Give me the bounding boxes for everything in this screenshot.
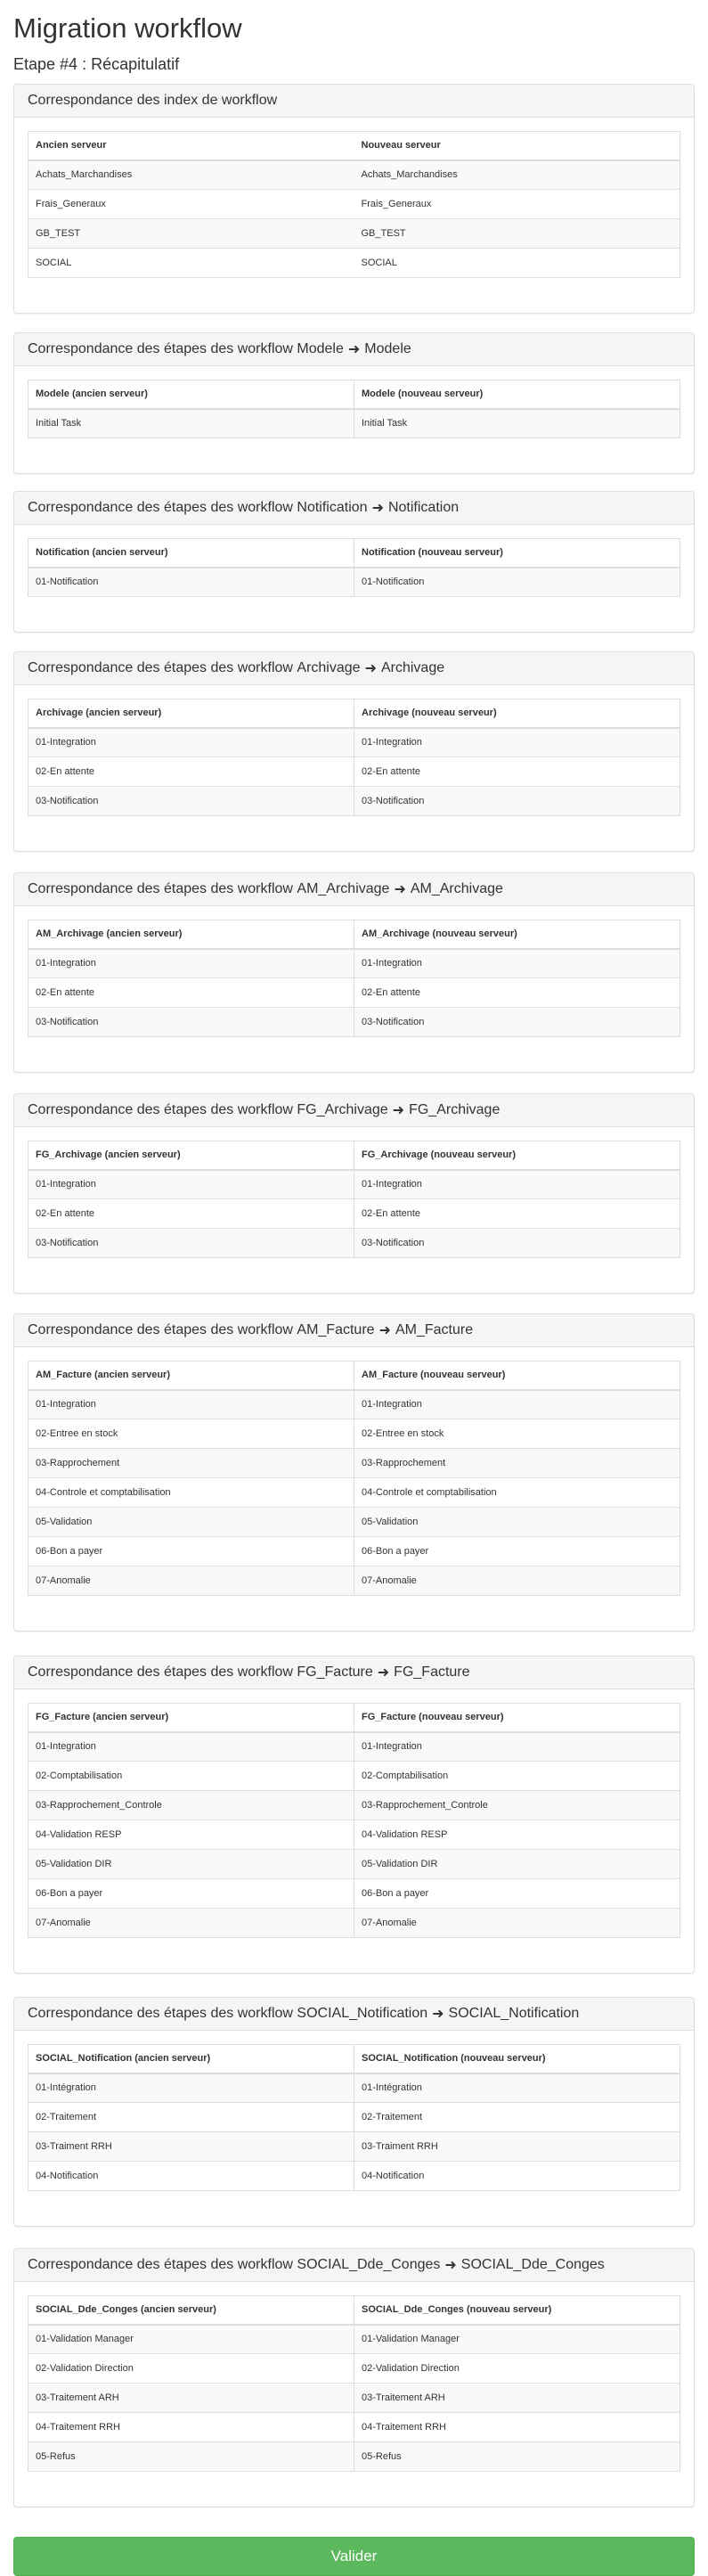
mapping-table (28, 380, 680, 438)
new-server-cell: 01-Validation Manager (354, 2325, 680, 2354)
table-row (28, 2162, 680, 2191)
table-row (28, 160, 680, 190)
panel-heading (14, 873, 694, 906)
old-server-cell: 03-Traitement ARH (28, 2384, 354, 2413)
new-server-cell: Frais_Generaux (354, 190, 680, 219)
panel-body (14, 118, 694, 278)
table-row (28, 1566, 680, 1596)
mapping-table (28, 131, 680, 278)
old-server-cell: SOCIAL (28, 249, 354, 278)
table-row (28, 1909, 680, 1938)
table-row (28, 1791, 680, 1820)
old-server-cell: GB_TEST (28, 219, 354, 249)
column-header-new: FG_Facture (nouveau serveur) (354, 1704, 680, 1732)
mapping-table (28, 920, 680, 1037)
old-server-cell: 03-Rapprochement_Controle (28, 1791, 354, 1820)
column-header-old: Modele (ancien serveur) (28, 380, 354, 409)
old-server-cell: 02-Validation Direction (28, 2354, 354, 2384)
panel-heading (14, 2249, 694, 2282)
column-header-old: AM_Archivage (ancien serveur) (28, 920, 354, 949)
table-row (28, 1762, 680, 1791)
column-header-old: Notification (ancien serveur) (28, 539, 354, 568)
table-header-row (28, 2045, 680, 2073)
new-server-cell: 04-Controle et comptabilisation (354, 1478, 680, 1508)
panel-heading-to: AM_Archivage (410, 881, 503, 896)
table-row (28, 2442, 680, 2472)
old-server-cell: 02-En attente (28, 978, 354, 1008)
old-server-cell: 04-Notification (28, 2162, 354, 2191)
new-server-cell: 02-En attente (354, 757, 680, 787)
new-server-cell: 02-Validation Direction (354, 2354, 680, 2384)
new-server-cell: 05-Validation (354, 1508, 680, 1537)
old-server-cell: 04-Validation RESP (28, 1820, 354, 1850)
table-row (28, 1732, 680, 1762)
new-server-cell: 03-Traitement ARH (354, 2384, 680, 2413)
table-header-row (28, 699, 680, 728)
new-server-cell: 07-Anomalie (354, 1566, 680, 1596)
table-row (28, 1537, 680, 1566)
mapping-panel (13, 491, 695, 633)
column-header-new: SOCIAL_Dde_Conges (nouveau serveur) (354, 2296, 680, 2325)
table-row (28, 1229, 680, 1258)
panel-heading (14, 492, 694, 525)
mapping-panel (13, 872, 695, 1073)
column-header-new: FG_Archivage (nouveau serveur) (354, 1141, 680, 1170)
table-header-row (28, 539, 680, 568)
new-server-cell: 01-Integration (354, 949, 680, 978)
table-row (28, 757, 680, 787)
panel-heading-text: Correspondance des étapes des workflow (28, 1102, 293, 1117)
table-row (28, 1508, 680, 1537)
old-server-cell: 02-Entree en stock (28, 1419, 354, 1449)
panel-heading-to: FG_Archivage (409, 1102, 500, 1117)
new-server-cell: 02-En attente (354, 1199, 680, 1229)
panel-heading-from: FG_Archivage (297, 1102, 388, 1117)
table-row (28, 978, 680, 1008)
table-row (28, 949, 680, 978)
panel-body (14, 366, 694, 438)
old-server-cell: 02-En attente (28, 757, 354, 787)
panel-body (14, 2282, 694, 2472)
mapping-panel (13, 2248, 695, 2507)
new-server-cell: 03-Notification (354, 1229, 680, 1258)
new-server-cell: Achats_Marchandises (354, 160, 680, 190)
panel-heading-text: Correspondance des étapes des workflow (28, 881, 293, 896)
arrow-right-icon: ➜ (394, 882, 406, 897)
new-server-cell: 01-Integration (354, 1732, 680, 1762)
old-server-cell: 05-Validation (28, 1508, 354, 1537)
panel-heading-from: SOCIAL_Dde_Conges (297, 2257, 441, 2272)
page-subtitle: Etape #4 : Récapitulatif (13, 55, 180, 73)
panel-heading-from: Notification (297, 500, 368, 515)
mapping-panel (13, 1997, 695, 2227)
column-header-new: Notification (nouveau serveur) (354, 539, 680, 568)
column-header-old: SOCIAL_Notification (ancien serveur) (28, 2045, 354, 2073)
table-row (28, 1170, 680, 1199)
table-row (28, 1879, 680, 1909)
old-server-cell: 01-Notification (28, 568, 354, 597)
column-header-new: Nouveau serveur (354, 132, 680, 160)
table-row (28, 1419, 680, 1449)
mapping-panel (13, 1093, 695, 1294)
new-server-cell: SOCIAL (354, 249, 680, 278)
new-server-cell: 03-Rapprochement_Controle (354, 1791, 680, 1820)
column-header-old: Ancien serveur (28, 132, 354, 160)
panel-heading-from: FG_Facture (297, 1664, 373, 1680)
table-row (28, 1449, 680, 1478)
old-server-cell: 05-Refus (28, 2442, 354, 2472)
panel-heading-from: AM_Facture (297, 1322, 375, 1337)
new-server-cell: 01-Integration (354, 1390, 680, 1419)
panel-heading-text: Correspondance des étapes des workflow (28, 2257, 293, 2272)
panel-body (14, 1689, 694, 1938)
table-row (28, 2354, 680, 2384)
old-server-cell: Frais_Generaux (28, 190, 354, 219)
table-header-row (28, 2296, 680, 2325)
table-row (28, 2413, 680, 2442)
new-server-cell: 02-En attente (354, 978, 680, 1008)
new-server-cell: 04-Traitement RRH (354, 2413, 680, 2442)
old-server-cell: 01-Integration (28, 949, 354, 978)
panel-heading-from: AM_Archivage (297, 881, 390, 896)
new-server-cell: 04-Notification (354, 2162, 680, 2191)
column-header-new: SOCIAL_Notification (nouveau serveur) (354, 2045, 680, 2073)
table-row (28, 1478, 680, 1508)
column-header-old: Archivage (ancien serveur) (28, 699, 354, 728)
old-server-cell: 01-Intégration (28, 2073, 354, 2103)
arrow-right-icon: ➜ (444, 2258, 457, 2273)
old-server-cell: 03-Traiment RRH (28, 2132, 354, 2162)
panel-heading-text: Correspondance des index de workflow (28, 93, 278, 108)
table-header-row (28, 132, 680, 160)
panel-heading-text: Correspondance des étapes des workflow (28, 500, 293, 515)
panel-heading (14, 1094, 694, 1127)
table-row (28, 1820, 680, 1850)
panel-body (14, 906, 694, 1037)
arrow-right-icon: ➜ (377, 1665, 390, 1681)
panel-heading-text: Correspondance des étapes des workflow (28, 1664, 293, 1680)
old-server-cell: 02-Comptabilisation (28, 1762, 354, 1791)
mapping-table (28, 2295, 680, 2472)
mapping-table (28, 1361, 680, 1596)
new-server-cell: GB_TEST (354, 219, 680, 249)
table-row (28, 2073, 680, 2103)
old-server-cell: 05-Validation DIR (28, 1850, 354, 1879)
old-server-cell: 04-Traitement RRH (28, 2413, 354, 2442)
panel-heading (14, 1314, 694, 1347)
old-server-cell: 01-Integration (28, 1732, 354, 1762)
new-server-cell: 02-Comptabilisation (354, 1762, 680, 1791)
panel-heading-from: Archivage (297, 660, 361, 675)
column-header-old: FG_Facture (ancien serveur) (28, 1704, 354, 1732)
table-row (28, 1008, 680, 1037)
column-header-old: AM_Facture (ancien serveur) (28, 1362, 354, 1390)
panel-heading-text: Correspondance des étapes des workflow (28, 1322, 293, 1337)
table-row (28, 2384, 680, 2413)
table-row (28, 787, 680, 816)
column-header-new: Archivage (nouveau serveur) (354, 699, 680, 728)
table-row (28, 190, 680, 219)
column-header-new: Modele (nouveau serveur) (354, 380, 680, 409)
old-server-cell: 03-Notification (28, 1008, 354, 1037)
old-server-cell: 03-Rapprochement (28, 1449, 354, 1478)
mapping-panel (13, 1313, 695, 1631)
new-server-cell: 01-Intégration (354, 2073, 680, 2103)
mapping-panel (13, 332, 695, 474)
panel-heading-from: SOCIAL_Notification (297, 2006, 428, 2021)
old-server-cell: 07-Anomalie (28, 1909, 354, 1938)
panel-heading-text: Correspondance des étapes des workflow (28, 2006, 293, 2021)
new-server-cell: Initial Task (354, 409, 680, 438)
panel-body (14, 2031, 694, 2191)
column-header-old: SOCIAL_Dde_Conges (ancien serveur) (28, 2296, 354, 2325)
panel-heading (14, 333, 694, 366)
new-server-cell: 03-Rapprochement (354, 1449, 680, 1478)
old-server-cell: 03-Notification (28, 787, 354, 816)
panel-body (14, 1127, 694, 1258)
panel-heading-to: SOCIAL_Dde_Conges (460, 2257, 605, 2272)
panel-heading-to: SOCIAL_Notification (448, 2006, 580, 2021)
table-header-row (28, 1704, 680, 1732)
new-server-cell: 06-Bon a payer (354, 1537, 680, 1566)
table-header-row (28, 380, 680, 409)
arrow-right-icon: ➜ (432, 2007, 444, 2022)
new-server-cell: 05-Validation DIR (354, 1850, 680, 1879)
table-row (28, 1199, 680, 1229)
arrow-right-icon: ➜ (364, 661, 377, 676)
old-server-cell: 01-Integration (28, 1390, 354, 1419)
old-server-cell: 01-Validation Manager (28, 2325, 354, 2354)
panel-heading-to: Archivage (380, 660, 445, 675)
arrow-right-icon: ➜ (378, 1323, 391, 1338)
column-header-new: AM_Facture (nouveau serveur) (354, 1362, 680, 1390)
table-row (28, 568, 680, 597)
old-server-cell: 02-Traitement (28, 2103, 354, 2132)
page-title: Migration workflow (13, 12, 242, 44)
panel-heading-text: Correspondance des étapes des workflow (28, 341, 293, 356)
table-row (28, 2132, 680, 2162)
mapping-table (28, 1703, 680, 1938)
old-server-cell: 02-En attente (28, 1199, 354, 1229)
table-row (28, 1850, 680, 1879)
new-server-cell: 02-Entree en stock (354, 1419, 680, 1449)
old-server-cell: 06-Bon a payer (28, 1879, 354, 1909)
old-server-cell: Initial Task (28, 409, 354, 438)
column-header-old: FG_Archivage (ancien serveur) (28, 1141, 354, 1170)
old-server-cell: 07-Anomalie (28, 1566, 354, 1596)
arrow-right-icon: ➜ (371, 501, 384, 516)
mapping-panel (13, 1656, 695, 1974)
old-server-cell: 03-Notification (28, 1229, 354, 1258)
table-row (28, 2325, 680, 2354)
new-server-cell: 03-Notification (354, 787, 680, 816)
table-row (28, 409, 680, 438)
new-server-cell: 07-Anomalie (354, 1909, 680, 1938)
panel-heading (14, 652, 694, 685)
table-row (28, 249, 680, 278)
new-server-cell: 01-Integration (354, 728, 680, 757)
new-server-cell: 01-Integration (354, 1170, 680, 1199)
mapping-table (28, 699, 680, 816)
new-server-cell: 05-Refus (354, 2442, 680, 2472)
panel-heading-to: AM_Facture (395, 1322, 474, 1337)
panel-heading-from: Modele (297, 341, 344, 356)
panel-body (14, 525, 694, 597)
mapping-table (28, 2044, 680, 2191)
old-server-cell: 06-Bon a payer (28, 1537, 354, 1566)
table-row (28, 2103, 680, 2132)
table-header-row (28, 1141, 680, 1170)
panel-heading (14, 85, 694, 118)
new-server-cell: 03-Traiment RRH (354, 2132, 680, 2162)
new-server-cell: 04-Validation RESP (354, 1820, 680, 1850)
new-server-cell: 02-Traitement (354, 2103, 680, 2132)
table-row (28, 1390, 680, 1419)
panel-heading-to: Modele (364, 341, 411, 356)
column-header-new: AM_Archivage (nouveau serveur) (354, 920, 680, 949)
panel-heading-to: FG_Facture (394, 1664, 470, 1680)
old-server-cell: 01-Integration (28, 728, 354, 757)
panel-heading (14, 1998, 694, 2031)
mapping-table (28, 1141, 680, 1258)
table-row (28, 219, 680, 249)
mapping-table (28, 538, 680, 597)
validate-button[interactable]: Valider (13, 2537, 695, 2576)
new-server-cell: 03-Notification (354, 1008, 680, 1037)
mapping-panel (13, 84, 695, 314)
table-row (28, 728, 680, 757)
arrow-right-icon: ➜ (392, 1103, 405, 1118)
panel-body (14, 685, 694, 816)
panel-heading-to: Notification (387, 500, 460, 515)
new-server-cell: 01-Notification (354, 568, 680, 597)
arrow-right-icon: ➜ (347, 342, 361, 357)
old-server-cell: Achats_Marchandises (28, 160, 354, 190)
panel-body (14, 1347, 694, 1596)
mapping-panel (13, 651, 695, 852)
old-server-cell: 04-Controle et comptabilisation (28, 1478, 354, 1508)
new-server-cell: 06-Bon a payer (354, 1879, 680, 1909)
panel-heading-text: Correspondance des étapes des workflow (28, 660, 293, 675)
old-server-cell: 01-Integration (28, 1170, 354, 1199)
panel-heading (14, 1656, 694, 1689)
table-header-row (28, 1362, 680, 1390)
table-header-row (28, 920, 680, 949)
